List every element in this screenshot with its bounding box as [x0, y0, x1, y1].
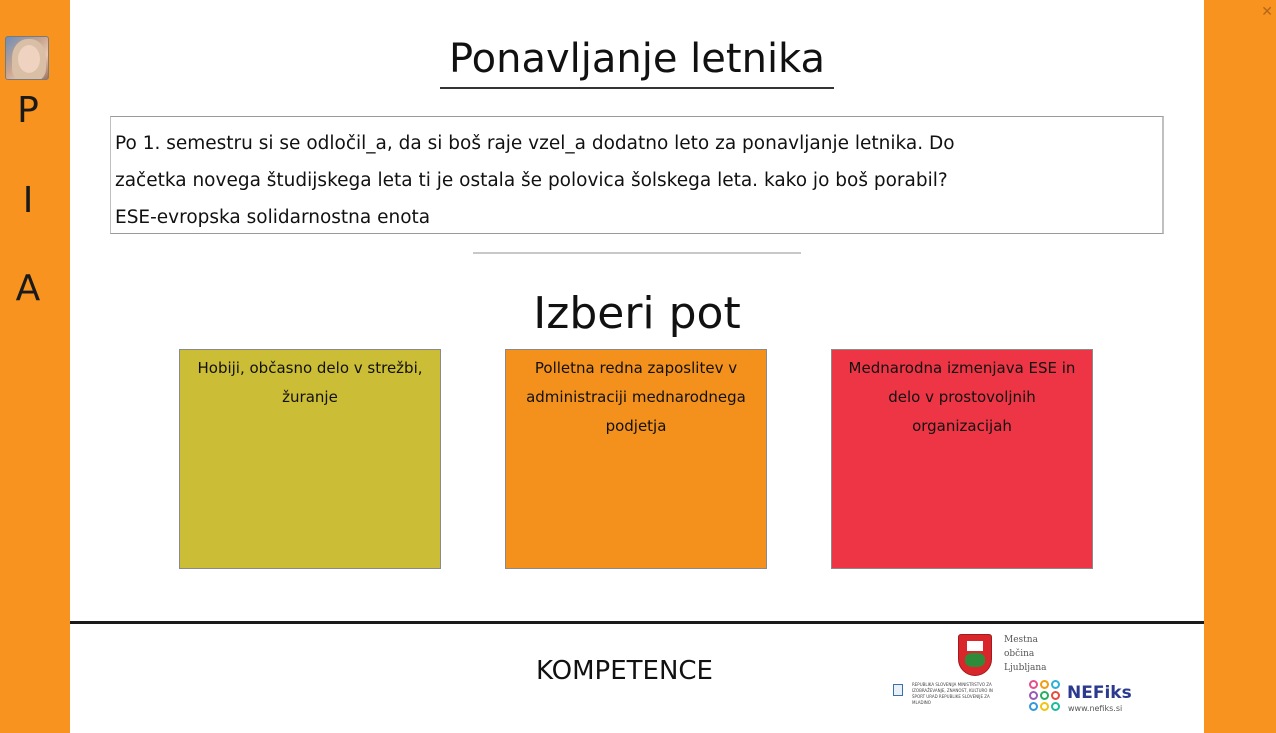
ljubljana-coat-of-arms-icon: [958, 634, 992, 676]
option-hobbies-label: Hobiji, občasno delo v strežbi, žuranje: [197, 359, 423, 406]
description-box: [110, 116, 1164, 234]
nefiks-logo-icon: [1029, 680, 1063, 714]
sidebar: [0, 0, 70, 733]
avatar[interactable]: [5, 36, 49, 80]
nefiks-dot: [1029, 702, 1038, 711]
choose-path-heading: Izberi pot: [533, 288, 741, 339]
city-logo-text: [1004, 633, 1062, 675]
nefiks-dot: [1051, 691, 1060, 700]
nefiks-dot: [1051, 702, 1060, 711]
nefiks-dot: [1040, 680, 1049, 689]
option-hobbies-card[interactable]: [179, 349, 441, 569]
section-divider: [473, 252, 801, 254]
slide-title: Ponavljanje letnika: [448, 36, 826, 82]
nefiks-url: www.nefiks.si: [1068, 704, 1123, 713]
description-line: začetka novega študijskega leta ti je ostala še polovica šolskega leta. kako jo boš porabil?: [115, 170, 948, 191]
close-icon[interactable]: ✕: [1261, 4, 1273, 20]
nefiks-dot: [1051, 680, 1060, 689]
ministry-logo-text: REPUBLIKA SLOVENIJA MINISTRSTVO ZA IZOBRAŽEVANJE, ZNANOST, KULTURO IN ŠPORT URAD REPUBLIKE SLOVENIJE ZA MLADINO: [912, 682, 993, 705]
option-employment-card[interactable]: [505, 349, 767, 569]
option-exchange-card[interactable]: [831, 349, 1093, 569]
description-line: Po 1. semestru si se odločil_a, da si boš raje vzel_a dodatno leto za ponavljanje letnika. Do: [115, 133, 955, 154]
sidebar-letter-p: P: [17, 90, 39, 131]
nefiks-logo-name: NEFiks: [1067, 683, 1132, 703]
title-underline: [440, 87, 834, 89]
nefiks-dot: [1029, 680, 1038, 689]
nefiks-dot: [1040, 702, 1049, 711]
sidebar-letter-a: A: [15, 268, 41, 309]
sidebar-letter-i: I: [22, 180, 34, 221]
ministry-logo-icon: [893, 684, 903, 696]
option-exchange-label: Mednarodna izmenjava ESE in delo v prostovoljnih organizacijah: [848, 359, 1076, 435]
avatar-face: [18, 45, 40, 73]
nefiks-dot: [1040, 691, 1049, 700]
option-employment-label: Polletna redna zaposlitev v administraciji mednarodnega podjetja: [526, 359, 746, 435]
castle-icon: [967, 641, 983, 651]
dragon-icon: [965, 653, 985, 667]
competences-label[interactable]: KOMPETENCE: [536, 656, 713, 686]
description-line: ESE-evropska solidarnostna enota: [115, 207, 431, 228]
slide-canvas: [70, 0, 1204, 733]
footer-divider: [70, 621, 1204, 624]
city-name: Mestna občina Ljubljana: [1004, 635, 1047, 673]
nefiks-dot: [1029, 691, 1038, 700]
